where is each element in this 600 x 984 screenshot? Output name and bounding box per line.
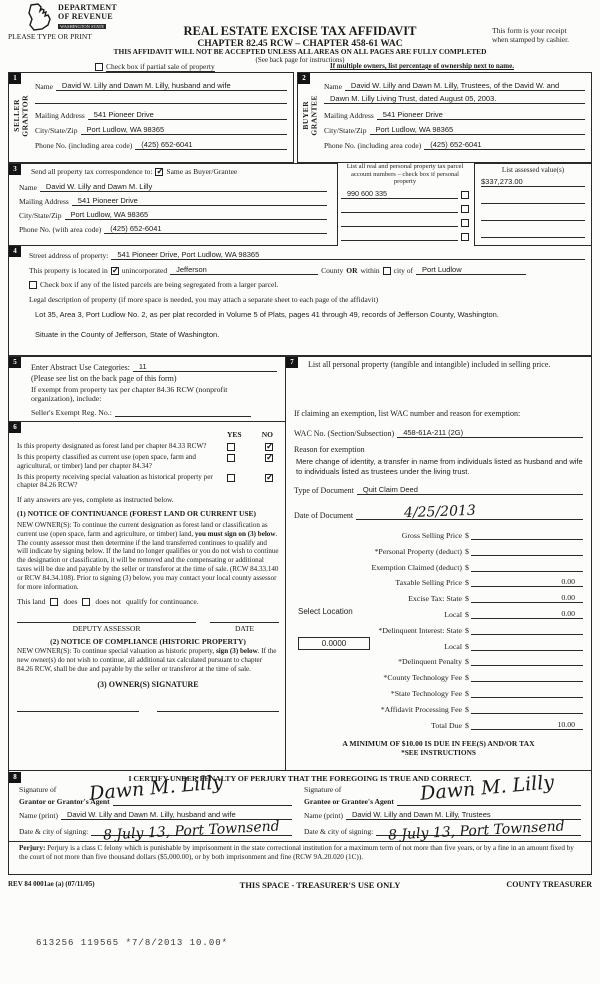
personal-property-deduct-input[interactable]: [471, 547, 583, 556]
seller-phone-input[interactable]: (425) 652-6041: [135, 140, 287, 150]
date-of-document-label: Date of Document: [294, 511, 354, 521]
this-land-label: This land: [17, 597, 46, 607]
receipt-note-1: This form is your receipt: [492, 26, 567, 35]
exemption-claimed-input[interactable]: [471, 563, 583, 572]
grantor-name-print-input[interactable]: David W. Lilly and Dawn M. Lilly, husband and wife: [61, 810, 292, 820]
parcel-personal-checkbox-1[interactable]: [461, 191, 469, 199]
grantee-sig-label-2: Grantee or Grantee's Agent: [304, 797, 394, 806]
minimum-fee-note: A MINIMUM OF $10.00 IS DUE IN FEE(S) AND/OR TAX: [342, 738, 535, 748]
parcel-numbers-header: List all real and personal property tax parcel account numbers – check box if personal property: [346, 163, 464, 186]
fee-row-state-tech: [294, 682, 583, 698]
dollar-sign: $: [465, 562, 469, 572]
q3-no-checkbox[interactable]: ✓: [266, 471, 274, 482]
fee-row-county-tech: [294, 666, 583, 682]
q2-yes-checkbox[interactable]: [227, 454, 235, 462]
situate-text[interactable]: Situate in the County of Jefferson, State of Washington.: [35, 329, 220, 339]
exempt-reg-label: Seller's Exempt Reg. No.:: [31, 407, 112, 417]
certify-statement: I CERTIFY UNDER PENALTY OF PERJURY THAT THE FOREGOING IS TRUE AND CORRECT.: [128, 774, 472, 783]
partial-sale-checkbox[interactable]: [95, 63, 103, 71]
seller-grantor-box: [8, 72, 294, 163]
city-checkbox[interactable]: [383, 267, 391, 275]
or-word: OR: [346, 266, 358, 275]
dollar-sign: $: [465, 720, 469, 730]
dollar-sign: $: [465, 689, 469, 699]
q3-yes-checkbox[interactable]: [227, 474, 235, 482]
unincorporated-label: unincorporated: [121, 266, 168, 275]
delinquent-interest-state-label: *Delinquent Interest: State: [378, 625, 462, 635]
abstract-use-box: [8, 356, 286, 422]
parcel-numbers-panel: [341, 163, 469, 246]
excise-tax-local-label: Local: [444, 610, 462, 620]
grantor-name-print-label: Name (print): [19, 811, 58, 820]
buyer-city-label: City/State/Zip: [324, 126, 367, 135]
same-as-buyer-label: Same as Buyer/Grantee: [166, 167, 238, 176]
form-subtitle: CHAPTER 82.45 RCW – CHAPTER 458-61 WAC: [197, 39, 403, 49]
form-title: REAL ESTATE EXCISE TAX AFFIDAVIT: [183, 24, 417, 38]
buyer-grantee-box: [297, 72, 592, 163]
land-does-not-checkbox[interactable]: [82, 598, 90, 606]
street-address-input[interactable]: 541 Pioneer Drive, Port Ludlow, WA 98365: [111, 250, 585, 260]
county-word: County: [321, 266, 344, 275]
grantor-sig-label-1: Signature of: [19, 785, 57, 794]
owner-signature-line-1[interactable]: [17, 711, 139, 712]
question-historical: Is this property receiving special valuation as historical property per chapter 84.26 RCW?: [17, 472, 213, 490]
corr-phone-label: Phone No. (with area code): [19, 225, 102, 234]
section-6-badge: 6: [9, 422, 21, 433]
grantee-sig-label-1: Signature of: [304, 785, 342, 794]
excise-tax-state-label: Excise Tax: State: [408, 594, 462, 604]
see-instructions-note: *SEE INSTRUCTIONS: [401, 747, 476, 757]
dollar-sign: $: [465, 578, 469, 588]
q2-no-checkbox[interactable]: ✓: [266, 452, 274, 462]
corr-address-label: Mailing Address: [19, 197, 69, 206]
does-not-label: does not: [95, 597, 121, 607]
assessed-value-input-2[interactable]: [481, 195, 585, 204]
county-technology-fee-label: *County Technology Fee: [383, 673, 462, 683]
gross-selling-price-input[interactable]: [471, 531, 583, 540]
seller-address-input[interactable]: 541 Pioneer Drive: [88, 110, 287, 120]
dollar-sign: $: [465, 641, 469, 651]
personal-property-label: List all personal property (tangible and intangible) included in selling price.: [308, 360, 551, 369]
instructions-note: (See back page for instructions): [255, 56, 345, 64]
qualify-label: qualify for continuance.: [125, 597, 199, 607]
washington-state-icon: [28, 3, 54, 33]
section-7-badge: 7: [286, 357, 298, 368]
taxable-selling-price-input[interactable]: 0.00: [471, 577, 583, 587]
total-due-input[interactable]: 10.00: [471, 720, 583, 730]
parcel-personal-checkbox-3[interactable]: [461, 219, 469, 227]
seller-city-label: City/State/Zip: [35, 126, 78, 135]
state-technology-fee-input[interactable]: [471, 689, 583, 698]
dollar-sign: $: [465, 594, 469, 604]
multiple-owners-note: If multiple owners, list percentage of ownership next to name.: [330, 62, 514, 70]
select-location-label[interactable]: Select Location: [298, 607, 353, 617]
excise-tax-local-input[interactable]: 0.00: [471, 609, 583, 619]
taxable-selling-price-label: Taxable Selling Price: [395, 578, 462, 588]
parcel-number-input[interactable]: 990 600 335: [341, 189, 458, 199]
tax-correspondence-box: [8, 163, 338, 246]
county-technology-fee-input[interactable]: [471, 673, 583, 682]
segregated-checkbox[interactable]: [29, 281, 37, 289]
seller-city-input[interactable]: Port Ludlow, WA 98365: [81, 125, 288, 135]
section-4-badge: 4: [9, 246, 21, 257]
parcel-number-input-2[interactable]: [341, 204, 458, 213]
logo-text-3: WASHINGTON STATE: [60, 24, 105, 29]
exempt-note: If exempt from property tax per chapter 84.36 RCW (nonprofit organization), include:: [31, 385, 228, 404]
type-of-document-label: Type of Document: [294, 486, 354, 496]
seller-name-input-2[interactable]: [35, 95, 287, 104]
land-use-questions-box: [8, 422, 286, 771]
local-rate-box[interactable]: 0.0000: [298, 637, 370, 650]
grantee-date-city-label: Date & city of signing:: [304, 827, 374, 836]
please-type-note: PLEASE TYPE OR PRINT: [8, 32, 92, 41]
fee-row-delinquent-penalty: [294, 651, 583, 667]
exempt-reg-input[interactable]: [115, 408, 251, 417]
state-technology-fee-label: *State Technology Fee: [390, 689, 462, 699]
no-column-header: NO: [261, 430, 273, 439]
owner-signature-line-2[interactable]: [157, 711, 279, 712]
abstract-input[interactable]: 11: [133, 362, 277, 372]
seller-grantor-side-label: SELLER GRANTOR: [12, 95, 30, 137]
grantor-date-city-handwriting: 8 July 13, Port Townsend: [102, 818, 281, 844]
street-address-label: Street address of property:: [29, 251, 109, 260]
buyer-address-input[interactable]: 541 Pioneer Drive: [377, 110, 585, 120]
gross-selling-price-label: Gross Selling Price: [401, 531, 462, 541]
reason-exemption-label: Reason for exemption: [294, 444, 365, 454]
question-forest-land: Is this property designated as forest land per chapter 84.33 RCW?: [17, 441, 207, 450]
owners-signature-title: (3) OWNER(S) SIGNATURE: [97, 679, 199, 689]
dollar-sign: $: [465, 657, 469, 667]
exemption-claimed-label: Exemption Claimed (deduct): [371, 562, 462, 572]
treasurer-stamp: 613256 119565 *7/8/2013 10.00*: [36, 938, 229, 948]
date-of-document-handwriting: 4/25/2013: [403, 503, 477, 522]
segregated-label: Check box if any of the listed parcels are being segregated from a larger parcel.: [40, 280, 279, 289]
grantee-date-city-handwriting: 8 July 13, Port Townsend: [387, 818, 566, 844]
dollar-sign: $: [465, 610, 469, 620]
q1-yes-checkbox[interactable]: [227, 443, 235, 451]
corr-name-label: Name: [19, 183, 37, 192]
land-does-checkbox[interactable]: [50, 598, 58, 606]
buyer-grantee-side-label: BUYER GRANTEE: [301, 95, 319, 136]
reason-exemption-text[interactable]: Mere change of identity, a transfer in name from individuals listed as husband and wife to individuals listed as trustees under the living trust.: [296, 456, 583, 476]
form-revision-code: REV 84 0001ae (a) (07/11/05): [8, 880, 95, 888]
buyer-phone-input[interactable]: (425) 652-6041: [424, 140, 585, 150]
dollar-sign: $: [465, 625, 469, 635]
total-due-label: Total Due: [431, 720, 462, 730]
abstract-label: Enter Abstract Use Categories:: [31, 363, 130, 372]
seller-address-label: Mailing Address: [35, 111, 85, 120]
delinquent-penalty-label: *Delinquent Penalty: [398, 657, 462, 667]
fee-row-excise-local: [294, 603, 583, 619]
delinquent-interest-state-input[interactable]: [471, 626, 583, 635]
dollar-sign: $: [465, 546, 469, 556]
within-word: within: [360, 266, 380, 275]
wac-number-input[interactable]: 458-61A-211 (2G): [397, 428, 583, 438]
corr-city-label: City/State/Zip: [19, 211, 62, 220]
seller-phone-label: Phone No. (including area code): [35, 141, 133, 150]
fee-row-delinquent-interest-local: [294, 635, 583, 651]
seller-name-label: Name: [35, 82, 53, 91]
dor-logo: [28, 3, 117, 33]
notice-continuance-title: (1) NOTICE OF CONTINUANCE (FOREST LAND OR CURRENT USE): [17, 509, 257, 519]
buyer-name-input-2[interactable]: Dawn M. Lilly Living Trust, dated August 05, 2003.: [324, 94, 585, 104]
fee-row-total-due: [294, 714, 583, 730]
grantee-signature-handwriting: Dawn M. Lilly: [419, 771, 555, 805]
personal-property-deduct-label: *Personal Property (deduct): [374, 546, 462, 556]
receipt-note-2: when stamped by cashier.: [492, 35, 570, 44]
affidavit-processing-fee-input[interactable]: [471, 705, 583, 714]
excise-tax-state-input[interactable]: 0.00: [471, 593, 583, 603]
grantee-name-print-input[interactable]: David W. Lilly and Dawn M. Lilly, Trustees: [346, 810, 581, 820]
located-in-label: This property is located in: [29, 266, 108, 275]
same-as-buyer-checkbox[interactable]: ✓: [156, 165, 164, 176]
certification-box: [8, 771, 592, 875]
wac-number-label: WAC No. (Section/Subsection): [294, 428, 395, 438]
unincorporated-checkbox[interactable]: ✓: [111, 265, 120, 275]
dollar-sign: $: [465, 673, 469, 683]
if-yes-note: If any answers are yes, complete as instructed below.: [17, 495, 174, 505]
logo-text-2: OF REVENUE: [58, 12, 113, 21]
notice-compliance-title: (2) NOTICE OF COMPLIANCE (HISTORIC PROPERTY): [50, 637, 246, 647]
corr-phone-input[interactable]: (425) 652-6041: [104, 224, 327, 234]
dollar-sign: $: [465, 704, 469, 714]
seller-name-input[interactable]: David W. Lilly and Dawn M. Lilly, husband and wife: [56, 81, 287, 91]
legal-description-text[interactable]: Lot 35, Area 3, Port Ludlow No. 2, as per plat recorded in Volume 5 of Plats, pages 41 through 49, records of Jefferson County, Washington.: [35, 310, 499, 319]
deputy-assessor-line[interactable]: DEPUTY ASSESSOR: [17, 622, 196, 633]
fee-row-affidavit-processing: [294, 698, 583, 714]
affidavit-processing-fee-label: *Affidavit Processing Fee: [380, 704, 462, 714]
yes-column-header: YES: [227, 430, 242, 439]
city-of-label: city of: [393, 266, 414, 275]
legal-description-label: Legal description of property (if more space is needed, you may attach a separate sheet to each page of the affidavit): [29, 295, 379, 304]
personal-property-exemption-box: [286, 356, 592, 771]
fee-row-exemption-claimed: [294, 556, 583, 572]
type-of-document-input[interactable]: Quit Claim Deed: [357, 485, 583, 495]
corr-name-input[interactable]: David W. Lilly and Dawn M. Lilly: [40, 182, 327, 192]
grantee-name-print-label: Name (print): [304, 811, 343, 820]
assessed-value-input-3[interactable]: [481, 212, 585, 221]
buyer-city-input[interactable]: Port Ludlow, WA 98365: [370, 125, 586, 135]
notice-compliance-body: NEW OWNER(S): To continue special valuation as historic property, sign (3) below. If the new owner(s) do not wish to continue, all additional tax calculated pursuant to chapter 84.26 RCW, shall be due and payable by the seller or transferor at the time of sale.: [17, 647, 277, 673]
deputy-date-line[interactable]: DATE: [210, 622, 279, 633]
assessed-values-box: [474, 163, 592, 246]
grantor-date-city-label: Date & city of signing:: [19, 827, 89, 836]
claim-exemption-label: If claiming an exemption, list WAC number and reason for exemption:: [294, 408, 521, 418]
buyer-address-label: Mailing Address: [324, 111, 374, 120]
q1-no-checkbox[interactable]: ✓: [266, 440, 274, 451]
fee-row-personal-property: [294, 540, 583, 556]
grantor-sig-label-2: Grantor or Grantor's Agent: [19, 797, 110, 806]
county-input[interactable]: Jefferson: [170, 265, 318, 275]
parcel-number-input-4[interactable]: [341, 232, 458, 241]
treasurer-use-only-label: THIS SPACE - TREASURER'S USE ONLY: [239, 880, 401, 890]
dollar-sign: $: [465, 531, 469, 541]
acceptance-warning: THIS AFFIDAVIT WILL NOT BE ACCEPTED UNLESS ALL AREAS ON ALL PAGES ARE FULLY COMPLETED: [113, 47, 487, 56]
does-label: does: [63, 597, 78, 607]
buyer-name-input[interactable]: David W. Lilly and Dawn M. Lilly, Trustees, of the David W. and: [345, 81, 585, 91]
property-location-box: [8, 246, 592, 356]
logo-text-1: DEPARTMENT: [58, 3, 118, 12]
parcel-number-input-3[interactable]: [341, 218, 458, 227]
buyer-name-label: Name: [324, 82, 342, 91]
section-1-badge: 1: [9, 73, 21, 84]
delinquent-interest-local-input[interactable]: [471, 642, 583, 651]
fee-row-excise-state: [294, 587, 583, 603]
fee-row-delinquent-interest-state: [294, 619, 583, 635]
assessed-value-input-4[interactable]: [481, 229, 585, 238]
section-3-badge: 3: [9, 164, 21, 175]
buyer-phone-label: Phone No. (including area code): [324, 141, 422, 150]
section-5-badge: 5: [9, 357, 21, 368]
delinquent-penalty-input[interactable]: [471, 657, 583, 666]
grantor-signature-handwriting: Dawn M. Lilly: [88, 771, 224, 805]
parcel-personal-checkbox-4[interactable]: [461, 233, 469, 241]
send-correspondence-label: Send all property tax correspondence to:: [31, 167, 153, 176]
assessed-values-header: List assessed value(s): [501, 166, 565, 174]
section-2-badge: 2: [298, 73, 310, 84]
corr-address-input[interactable]: 541 Pioneer Drive: [72, 196, 327, 206]
fee-row-taxable: [294, 572, 583, 588]
parcel-personal-checkbox-2[interactable]: [461, 205, 469, 213]
partial-sale-label: Check box if partial sale of property: [106, 62, 215, 71]
section-8-badge: 8: [9, 772, 21, 783]
perjury-notice: Perjury: Perjury is a class C felony which is punishable by imprisonment in the state correctional institution for a maximum term of not more than five years, or by a fine in an amount fixed by the court of not more than five thousand dollars ($5,000.00), or by both imprisonment and fine (RCW 9A.20.020 (1C)).: [9, 841, 591, 863]
city-input[interactable]: Port Ludlow: [416, 265, 526, 275]
question-current-use: Is this property classified as current use (open space, farm and agricultural, or timber) land per chapter 84.34?: [17, 453, 197, 470]
county-treasurer-label: COUNTY TREASURER: [506, 880, 592, 889]
corr-city-input[interactable]: Port Ludlow, WA 98365: [65, 210, 328, 220]
delinquent-interest-local-label: Local: [444, 641, 462, 651]
assessed-value-input[interactable]: $337,273.00: [481, 177, 585, 187]
abstract-note: (Please see list on the back page of this form): [31, 374, 177, 383]
fee-row-gross: [294, 524, 583, 540]
notice-continuance-body: NEW OWNER(S): To continue the current designation as forest land or classification as current use (open space, farm and agriculture, or timber) land, you must sign on (3) below. The county assessor must then determine if the land transferred continues to qualify and will indicate by signing below. If the land no longer qualifies or you do not wish to continue the designation or classification, it will be removed and the compensating or additional taxes will be due and payable by the seller or transferor at the time of sale. (RCW 84.33.140 or RCW 84.34.108). Prior to signing (3) below, you may contact your local county assessor for more information.: [17, 521, 279, 591]
